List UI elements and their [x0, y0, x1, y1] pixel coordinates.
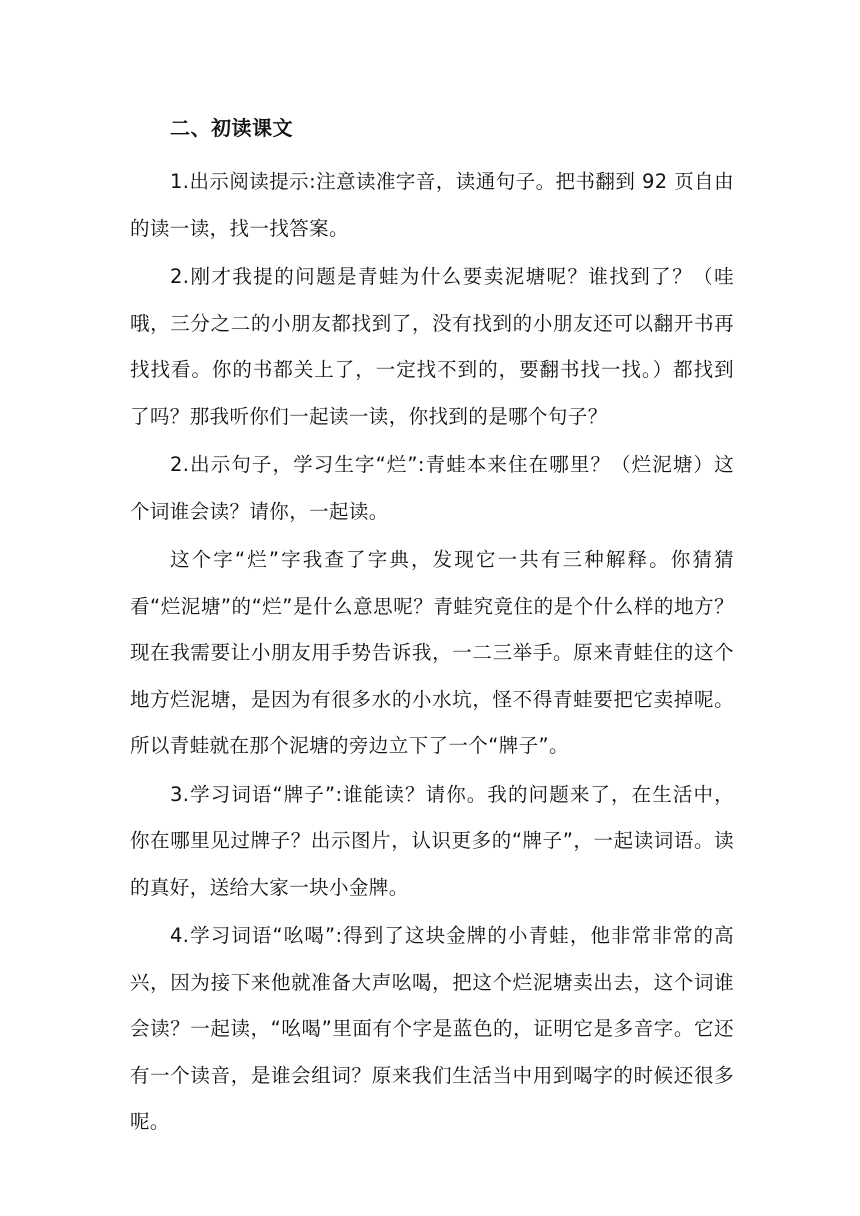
paragraph-dictionary: 这个字“烂”字我查了字典，发现它一共有三种解释。你猜猜看“烂泥塘”的“烂”是什么意思呢？青蛙究竟住的是个什么样的地方？现在我需要让小朋友用手势告诉我，一二三举手。原来青蛙住的这个地方烂泥塘，是因为有很多水的小水坑，怪不得青蛙要把它卖掉呢。所以青蛙就在那个泥塘的旁边立下了一个“牌子”。 [130, 548, 734, 757]
document-page [130, 113, 734, 1148]
paragraph-character-lan: 2.出示句子，学习生字“烂”:青蛙本来住在哪里？（烂泥塘）这个词谁会读？请你，一起读。 [130, 453, 734, 523]
section-heading: 二、初读课文 [170, 116, 293, 140]
paragraph-word-yaohe: 4.学习词语“吆喝”:得到了这块金牌的小青蛙，他非常非常的高兴，因为接下来他就准备大声吆喝，把这个烂泥塘卖出去，这个词谁会读？一起读，“吆喝”里面有个字是蓝色的，证明它是多音字。它还有一个读音，是谁会组词？原来我们生活当中用到喝字的时候还很多呢。 [130, 924, 734, 1133]
paragraph-reading-prompt: 1.出示阅读提示:注意读准字音，读通句子。把书翻到 92 页自由的读一读，找一找答案。 [130, 170, 734, 240]
paragraph-word-paizi: 3.学习词语“牌子”:谁能读？请你。我的问题来了，在生活中，你在哪里见过牌子？出示图片，认识更多的“牌子”，一起读词语。读的真好，送给大家一块小金牌。 [130, 782, 734, 899]
paragraph-question: 2.刚才我提的问题是青蛙为什么要卖泥塘呢？谁找到了？（哇哦，三分之二的小朋友都找到了，没有找到的小朋友还可以翻开书再找找看。你的书都关上了，一定找不到的，要翻书找一找。）都找到了吗？那我听你们一起读一读，你找到的是哪个句子？ [130, 265, 734, 428]
